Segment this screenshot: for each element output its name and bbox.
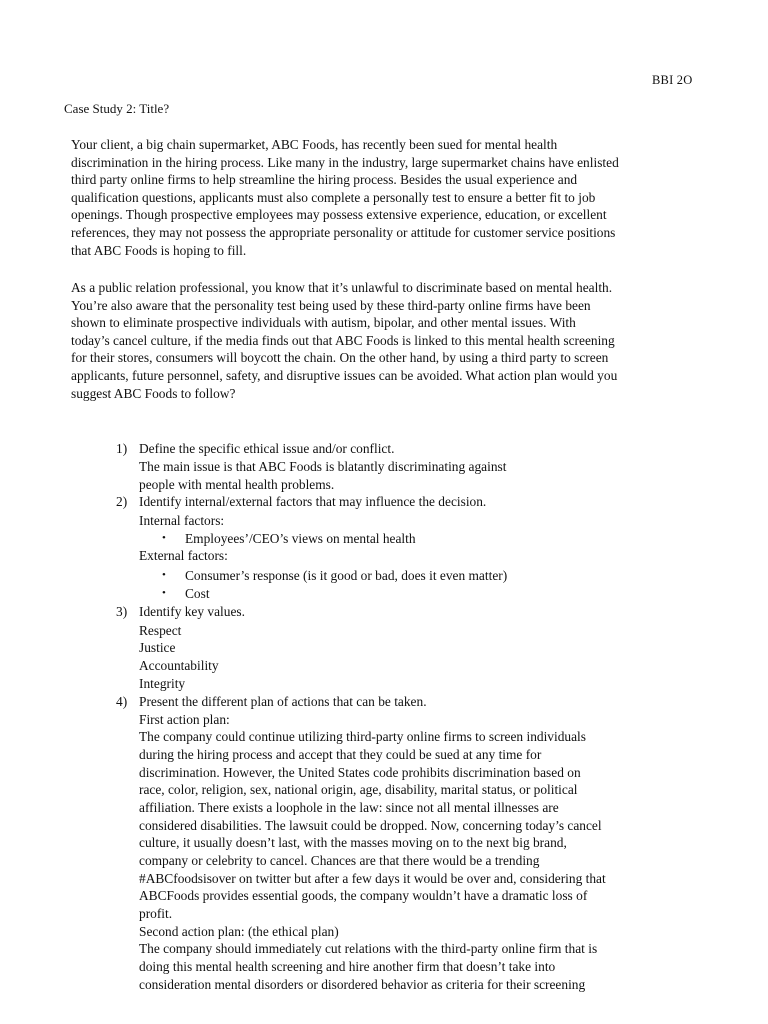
- value-item: Respect: [139, 623, 182, 638]
- plan-line: race, color, religion, sex, national origin, age, disability, marital status, or political: [139, 782, 578, 797]
- bullet-item: Employees’/CEO’s views on mental health: [185, 531, 416, 546]
- plan-line: affiliation. There exists a loophole in the law: since not all mental illnesses are: [139, 800, 559, 815]
- list-line: people with mental health problems.: [139, 477, 335, 492]
- paragraph-line: third party online firms to help streamline the hiring process. Besides the usual experience and: [71, 172, 578, 188]
- list-heading: Present the different plan of actions that can be taken.: [139, 694, 427, 709]
- list-number: 3): [116, 604, 128, 619]
- plan-label: First action plan:: [139, 712, 230, 727]
- plan-line: The company should immediately cut relations with the third-party online firm that is: [139, 941, 598, 956]
- plan-line: The company could continue utilizing third-party online firms to screen individuals: [139, 729, 586, 744]
- paragraph-line: that ABC Foods is hoping to fill.: [71, 242, 247, 258]
- paragraph-question: [71, 279, 701, 402]
- internal-factors-label: Internal factors:: [139, 513, 225, 528]
- paragraph-line: shown to eliminate prospective individuals with autism, bipolar, and other mental issues. With: [71, 315, 576, 331]
- plan-line: culture, it usually doesn’t last, with the masses moving on to the next big brand,: [139, 835, 567, 850]
- paragraph-line: Your client, a big chain supermarket, ABC Foods, has recently been sued for mental health: [71, 137, 558, 152]
- list-heading: Identify key values.: [139, 604, 245, 619]
- paragraph-line: You’re also aware that the personality test being used by these third-party online firms have been: [71, 297, 591, 313]
- plan-line: consideration mental disorders or disordered behavior as criteria for their screening: [139, 977, 586, 992]
- paragraph-line: discrimination in the hiring process. Like many in the industry, large supermarket chains have enlisted: [71, 154, 619, 170]
- plan-line: profit.: [139, 906, 173, 921]
- course-code: BBI 2O: [652, 73, 693, 87]
- paragraph-line: applicants, future personnel, safety, and disruptive issues can be avoided. What action plan would you: [71, 367, 618, 383]
- paragraph-line: references, they may not possess the appropriate personality or attitude for customer service positions: [71, 224, 616, 240]
- list-number: 2): [116, 494, 128, 509]
- bullet-icon: •: [162, 532, 166, 544]
- external-factors-label: External factors:: [139, 548, 228, 563]
- list-number: 1): [116, 441, 128, 456]
- plan-line: company or celebrity to cancel. Chances are that there would be a trending: [139, 853, 540, 868]
- bullet-item: Cost: [185, 586, 210, 601]
- value-item: Accountability: [139, 658, 219, 673]
- plan-line: doing this mental health screening and hire another firm that doesn’t take into: [139, 959, 556, 974]
- paragraph-line: openings. Though prospective employees may possess extensive experience, education, or excellent: [71, 207, 607, 223]
- plan-line: considered disabilities. The lawsuit could be dropped. Now, concerning today’s cancel: [139, 818, 602, 833]
- bullet-icon: •: [162, 569, 166, 581]
- paragraph-line: qualification questions, applicants must also complete a personally test to ensure a better fit to job: [71, 189, 596, 205]
- paragraph-line: As a public relation professional, you know that it’s unlawful to discriminate based on mental health.: [71, 280, 613, 295]
- plan-line: discrimination. However, the United States code prohibits discrimination based on: [139, 765, 581, 780]
- plan-line: #ABCfoodsisover on twitter but after a few days it would be over and, considering that: [139, 871, 606, 886]
- paragraph-scenario: [71, 136, 701, 259]
- bullet-icon: •: [162, 587, 166, 599]
- plan-line: ABCFoods provides essential goods, the company wouldn’t have a dramatic loss of: [139, 888, 588, 903]
- value-item: Justice: [139, 640, 176, 655]
- bullet-item: Consumer’s response (is it good or bad, does it even matter): [185, 568, 508, 583]
- paragraph-line: suggest ABC Foods to follow?: [71, 385, 236, 401]
- page-title: Case Study 2: Title?: [64, 101, 170, 116]
- value-item: Integrity: [139, 676, 186, 691]
- paragraph-line: for their stores, consumers will boycott the chain. On the other hand, by using a third party to screen: [71, 350, 609, 366]
- list-line: The main issue is that ABC Foods is blatantly discriminating against: [139, 459, 507, 474]
- list-heading: Define the specific ethical issue and/or conflict.: [139, 441, 395, 456]
- paragraph-line: today’s cancel culture, if the media finds out that ABC Foods is linked to this mental health screening: [71, 332, 615, 348]
- plan-line: during the hiring process and accept that they could be sued at any time for: [139, 747, 542, 762]
- plan-label: Second action plan: (the ethical plan): [139, 924, 339, 939]
- list-heading: Identify internal/external factors that may influence the decision.: [139, 494, 487, 509]
- list-number: 4): [116, 694, 128, 709]
